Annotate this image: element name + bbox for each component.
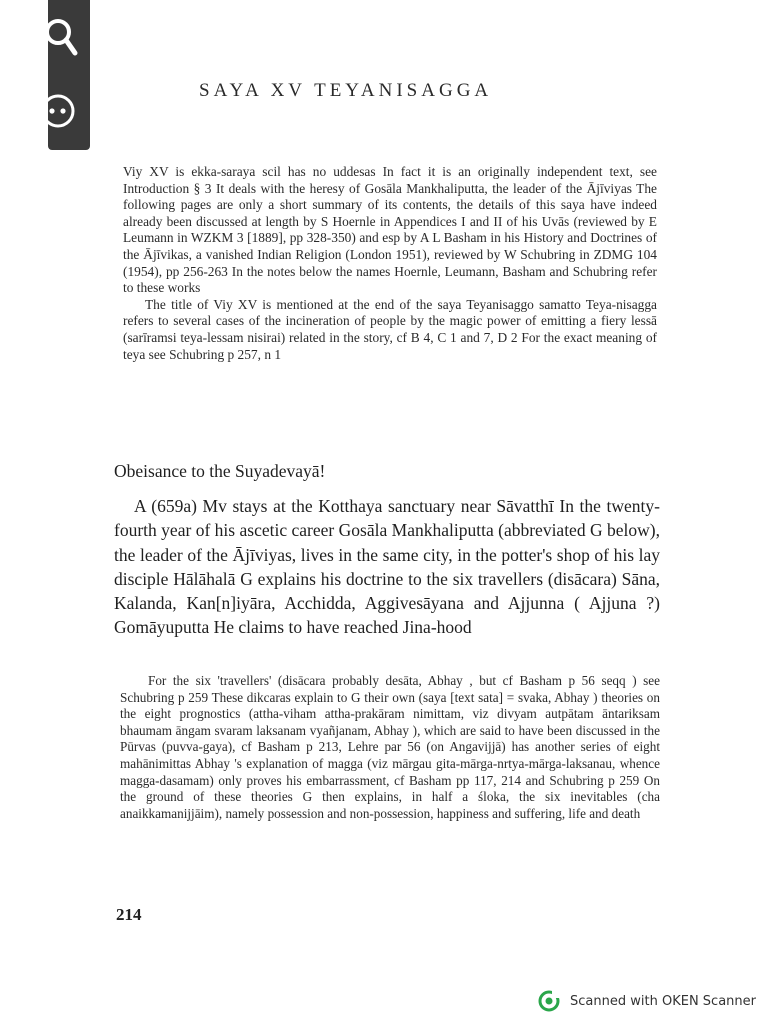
scanner-watermark	[538, 990, 756, 1012]
invocation: Obeisance to the Suyadevayā!	[114, 461, 326, 481]
main-paragraph: A (659a) Mv stays at the Kotthaya sanctuary near Sāvatthī In the twenty-fourth year of his ascetic career Gosāla Mankhaliputta (abbreviated G below), the leader of the Ājīviyas, lives in the same city, in the potter's shop of his lay disciple Hālāhalā G explains his doctrine to the six travellers (disācara) Sāna, Kalanda, Kan[n]iyāra, Acchidda, Aggivesāyana and Ajjunna ( Ajjuna ?) Gomāyuputta He claims to have reached Jina-hood	[114, 496, 660, 638]
viewer-toolbar	[48, 0, 90, 150]
intro-paragraph: Viy XV is ekka-saraya scil has no uddesas In fact it is an originally independent text, see Introduction § 3 It deals with the heresy of Gosāla Mankhaliputta, the leader of the Ājīviyas The following pages are only a short summary of its contents, the details of this saya have indeed already been discussed at length by S Hoernle in Appendices I and II of his Uvās (reviewed by E Leumann in WZKM 3 [1889], pp 328-350) and esp by A L Basham in his History and Doctrines of the Ājīvikas, a vanished Indian Religion (London 1951), reviewed by W Schubring in ZDMG 104 (1954), pp 256-263 In the notes below the names Hoernle, Leumann, Basham and Schubring refer to these works	[123, 164, 657, 296]
intro-text	[123, 164, 657, 363]
more-icon	[48, 86, 90, 136]
page-number: 214	[116, 905, 142, 924]
search-button[interactable]	[48, 10, 90, 60]
oken-scanner-logo	[538, 990, 560, 1012]
page-header: SAYA XV TEYANISAGGA	[199, 80, 493, 101]
watermark-text: Scanned with OKEN Scanner	[570, 993, 756, 1009]
footnote: For the six 'travellers' (disācara probably desāta, Abhay , but cf Basham p 56 seqq ) see Schubring p 259 These dikcaras explain to G their own (saya [text sata] = svaka, Abhay ) theories on the eight prognostics (attha-viham attha-prakāram nimittam, viz divyam autpātam āntariksam bhaumam āngam svaram laksanam vyañjanam, Abhay ), which are said to have been discussed in the Pūrvas (puvva-gaya), cf Basham p 213, Lehre par 56 (on Angavijjā) has another series of eight mahānimittas Abhay 's explanation of magga (viz mārgau gita-mārga-nrtya-mārga-laksanau, whence magga-dasamam) only proves his embarrassment, cf Basham pp 117, 214 and Schubring p 259 On the ground of these theories G then explains, in half a śloka, the six inevitables (cha anaikkamanijjāim), namely possession and non-possession, happiness and suffering, life and death	[120, 673, 660, 821]
more-button[interactable]	[48, 86, 90, 136]
search-icon	[48, 10, 90, 60]
intro-paragraph: The title of Viy XV is mentioned at the end of the saya Teyanisaggo samatto Teya-nisagga refers to several cases of the incineration of people by the magic power of emitting a fiery lessā (sarīramsi teya-lessam nisirai) related in the story, cf B 4, C 1 and 7, D 2 For the exact meaning of teya see Schubring p 257, n 1	[123, 296, 657, 362]
